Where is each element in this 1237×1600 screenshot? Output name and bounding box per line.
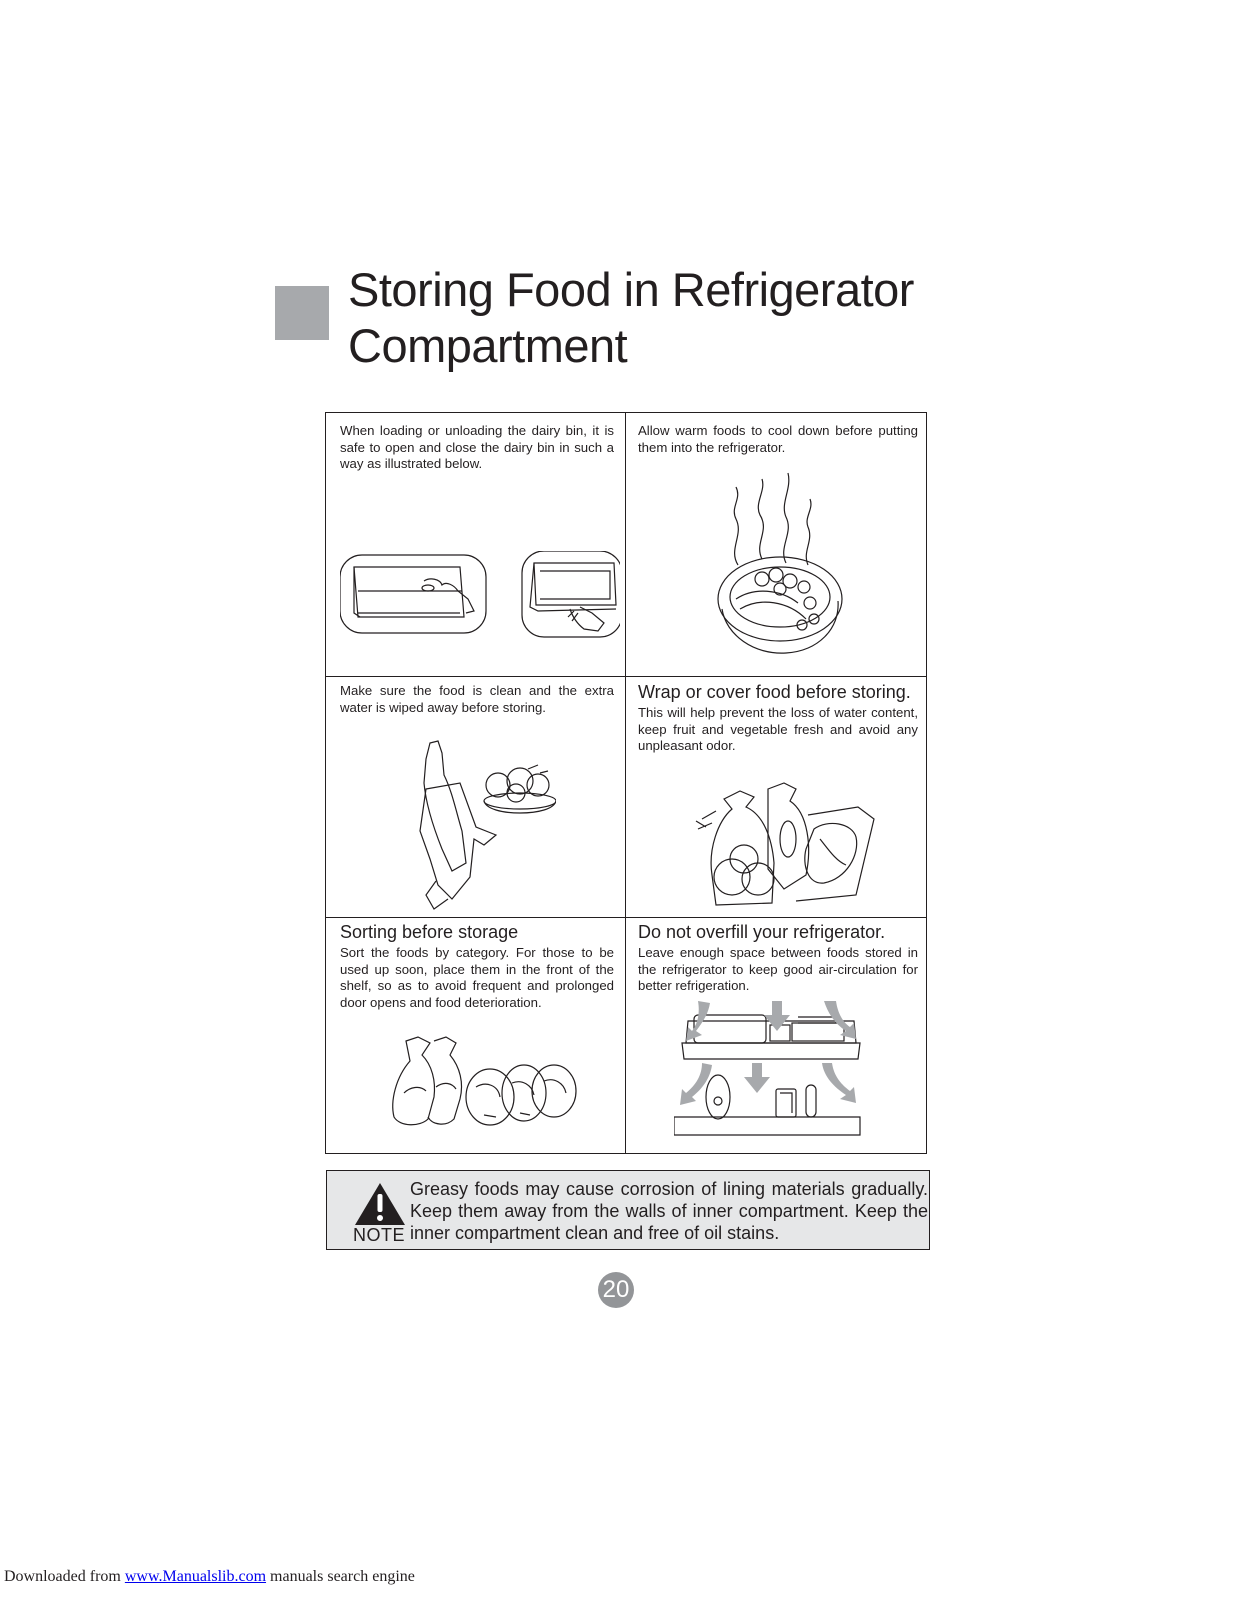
tip-clean-food-text: Make sure the food is clean and the extra water is wiped away before storing. (340, 683, 614, 715)
grid-divider-vertical (625, 413, 626, 1153)
page-title (348, 262, 914, 374)
footer-credit (4, 1568, 415, 1586)
hot-dish-illustration (710, 469, 850, 665)
tip-dairy-bin (340, 423, 614, 673)
bottle-and-fruit-illustration (416, 739, 556, 911)
note-label: NOTE (353, 1225, 406, 1245)
air-circulation-illustration (674, 1001, 874, 1141)
tip-clean-food (340, 683, 614, 915)
tip-overfill-text: Leave enough space between foods stored in the refrigerator to keep good air-circulation for better refrigeration. (638, 945, 918, 994)
tip-sorting-text: Sort the foods by category. For those to be used up soon, place them in the front of the shelf, so as to avoid frequent and prolonged door opens and food deterioration. (340, 945, 614, 1010)
footer-suffix: manuals search engine (270, 1568, 415, 1585)
grid-divider-horizontal-1 (326, 676, 926, 677)
tip-overfill-heading: Do not overfill your refrigerator. (638, 922, 886, 942)
page-title-line-2: Compartment (348, 319, 628, 372)
footer-prefix: Downloaded from (4, 1568, 121, 1585)
tip-sorting-heading: Sorting before storage (340, 922, 519, 942)
note-box (326, 1170, 930, 1250)
tip-sorting (340, 921, 614, 1149)
page-title-line-1: Storing Food in Refrigerator (348, 263, 914, 316)
tip-overfill (638, 921, 918, 1151)
footer-link[interactable]: www.Manualslib.com (124, 1568, 267, 1585)
warning-triangle-icon (353, 1181, 407, 1227)
tip-warm-food-text: Allow warm foods to cool down before putting them into the refrigerator. (638, 423, 918, 455)
wrapped-produce-illustration (688, 779, 878, 909)
sorted-food-illustration (390, 1035, 590, 1135)
grid-divider-horizontal-2 (326, 917, 926, 918)
page-number-badge: 20 (598, 1272, 634, 1308)
note-text: Greasy foods may cause corrosion of lining materials gradually. Keep them away from the walls of inner compartment. Keep the inner compartment clean and free of oil stains. (410, 1179, 928, 1243)
tip-wrap-food-text: This will help prevent the loss of water content, keep fruit and vegetable fresh and avoid any unpleasant odor. (638, 705, 918, 754)
dairy-bin-illustration (340, 551, 620, 641)
tip-warm-food (638, 423, 918, 673)
tip-wrap-food-heading: Wrap or cover food before storing. (638, 682, 911, 702)
title-square-marker (275, 286, 329, 340)
tip-wrap-food (638, 681, 918, 915)
tip-dairy-bin-text: When loading or unloading the dairy bin, it is safe to open and close the dairy bin in such a way as illustrated below. (340, 423, 614, 472)
tips-grid (325, 412, 927, 1154)
